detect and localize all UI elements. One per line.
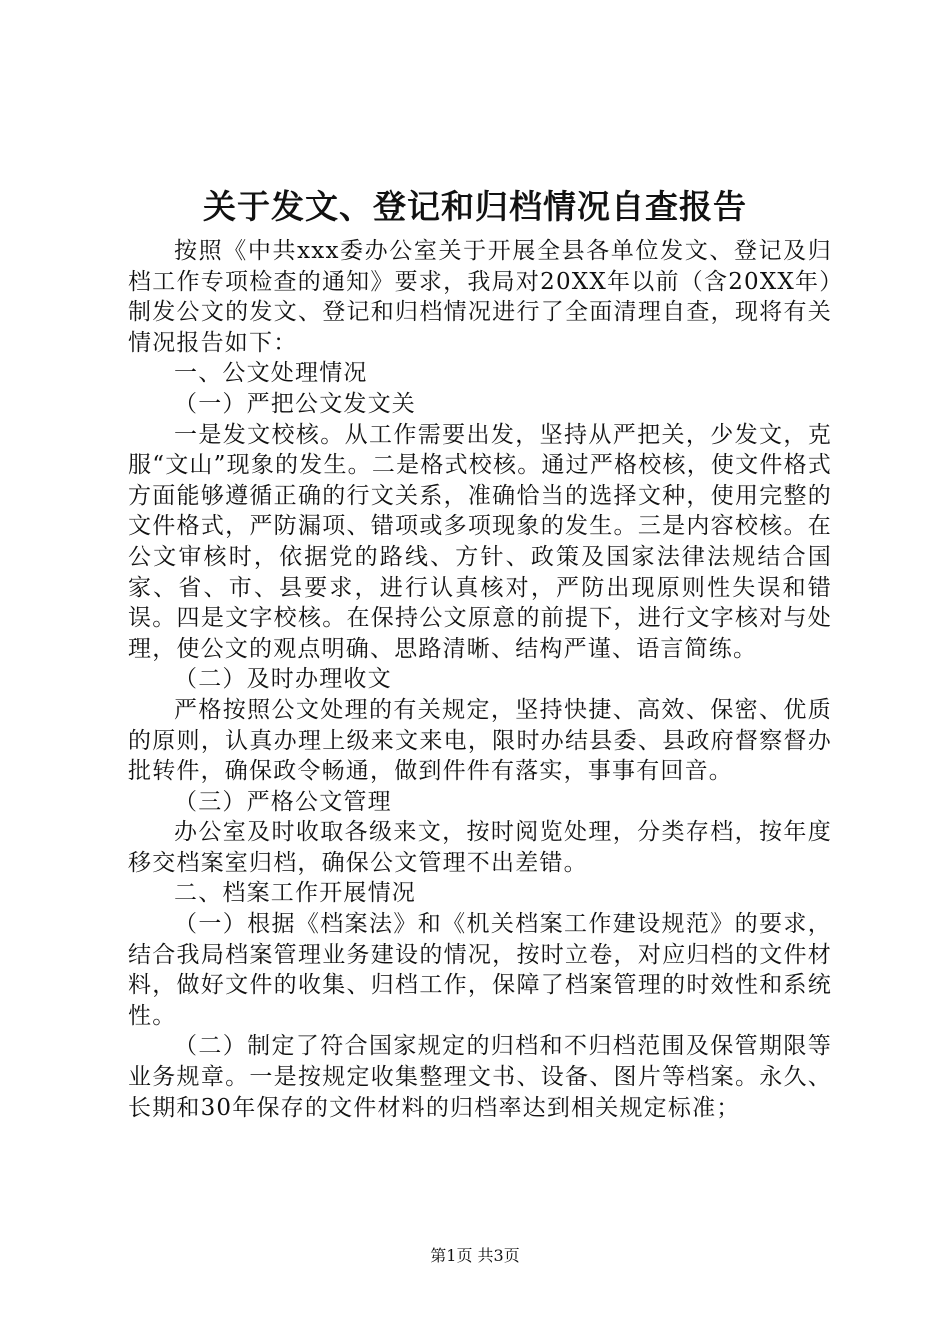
heading-section-1: 一、公文处理情况 xyxy=(174,360,368,387)
paragraph-incoming-docs: 严格按照公文处理的有关规定，坚持快捷、高效、保密、优质的原则，认真办理上级来文来电，限时办结县委、县政府督察督办批转件，确保政令畅通，做到件件有落实，事事有回音。 xyxy=(128,696,832,785)
heading-subsection-1-2: （二）及时办理收文 xyxy=(174,666,392,693)
heading-subsection-1-3: （三）严格公文管理 xyxy=(174,788,392,815)
paragraph-intro: 按照《中共xxx委办公室关于开展全县各单位发文、登记及归档工作专项检查的通知》要求，我局对20XX年以前（含20XX年）制发公文的发文、登记和归档情况进行了全面清理自查，现将有关情况报告如下： xyxy=(128,238,832,356)
document-body xyxy=(128,236,832,1123)
document-title: 关于发文、登记和归档情况自查报告 xyxy=(203,187,747,226)
paragraph-archive-1: （一）根据《档案法》和《机关档案工作建设规范》的要求，结合我局档案管理业务建设的情况，按时立卷，对应归档的文件材料，做好文件的收集、归档工作，保障了档案管理的时效性和系统性。 xyxy=(128,911,832,1029)
paragraph-dispatch-review: 一是发文校核。从工作需要出发，坚持从严把关，少发文，克服“文山”现象的发生。二是格式校核。通过严格校核，使文件格式方面能够遵循正确的行文关系，准确恰当的选择文种，使用完整的文件格式，严防漏项、错项或多项现象的发生。三是内容校核。在公文审核时，依据党的路线、方针、政策及国家法律法规结合国家、省、市、县要求，进行认真核对，严防出现原则性失误和错误。四是文字校核。在保持公文原意的前提下，进行文字核对与处理，使公文的观点明确、思路清晰、结构严谨、语言简练。 xyxy=(128,421,832,662)
paragraph-doc-management: 办公室及时收取各级来文，按时阅览处理，分类存档，按年度移交档案室归档，确保公文管理不出差错。 xyxy=(128,819,832,876)
heading-section-2: 二、档案工作开展情况 xyxy=(174,880,416,907)
page-number-footer: 第1页 共3页 xyxy=(430,1246,520,1265)
heading-subsection-1-1: （一）严把公文发文关 xyxy=(174,390,416,417)
paragraph-archive-2: （二）制定了符合国家规定的归档和不归档范围及保管期限等业务规章。一是按规定收集整理文书、设备、图片等档案。永久、长期和30年保存的文件材料的归档率达到相关规定标准； xyxy=(128,1033,832,1121)
